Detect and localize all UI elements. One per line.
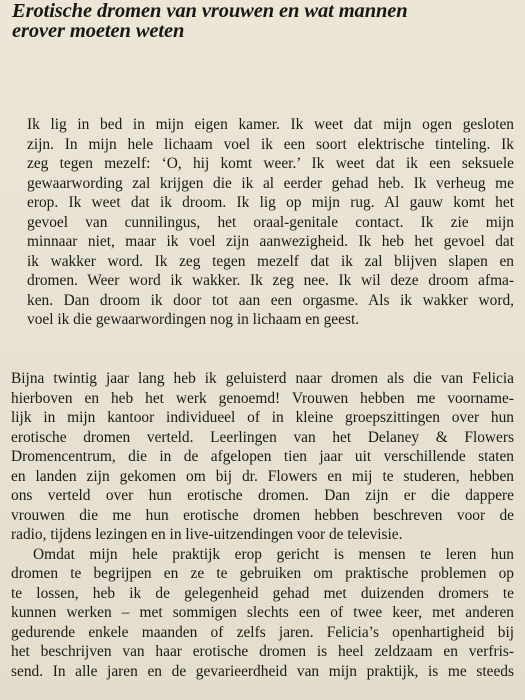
quote-line: ik wakker word. Ik zeg tegen mezelf dat ik zal blijven slapen en xyxy=(27,252,514,270)
quote-line: erop. Ik weet dat ik droom. Ik lig op mijn rug. Al gauw komt het xyxy=(27,194,514,211)
quote-line: dromen. Weer word ik wakker. Ik zeg nee. Ik wil deze droom afma- xyxy=(27,272,514,289)
body-line: Omdat mijn hele praktijk erop gericht is mensen te leren hun xyxy=(33,545,514,563)
chapter-title-line-2: erover moeten weten xyxy=(12,19,185,42)
body-line: kunnen werken – met sommigen slechts een of twee keer, met anderen xyxy=(11,604,514,621)
body-line: ons verteld over hun erotische dromen. Dan zijn er die dappere xyxy=(11,487,514,504)
chapter-title xyxy=(12,0,522,42)
body-line: erotische dromen verteld. Leerlingen van het Delaney & Flowers xyxy=(11,428,514,446)
body-line: te lossen, heb ik de gelegenheid gehad met duizenden dromers te xyxy=(11,584,514,602)
quote-line: gevoel van cunnilingus, het oraal-genitale contact. Ik zie mijn xyxy=(27,213,514,231)
quote-line: zijn. In mijn hele lichaam voel ik een soort elektrische tinteling. Ik xyxy=(27,135,514,153)
body-line: dromen te begrijpen en ze te gebruiken om praktische problemen op xyxy=(11,565,514,582)
body-line: het beschrijven van haar erotische dromen is heel zeldzaam en verfris- xyxy=(11,643,514,660)
body-line: en landen zijn gekomen om bij dr. Flowers en mij te studeren, hebben xyxy=(11,467,514,485)
dream-quote-block xyxy=(27,115,514,330)
body-line: vrouwen die me hun erotische dromen hebben beschreven voor de xyxy=(11,506,514,524)
quote-line: zeg tegen mezelf: ‘O, hij komt weer.’ Ik weet dat ik een seksuele xyxy=(27,155,514,172)
body-line: gedurende enkele maanden of zelfs jaren. Felicia’s openhartigheid bij xyxy=(11,623,514,641)
paragraph-2 xyxy=(11,545,514,682)
body-text xyxy=(11,369,514,681)
body-line: radio, tijdens lezingen en in live-uitzendingen voor de televisie. xyxy=(11,526,403,543)
quote-line: Ik lig in bed in mijn eigen kamer. Ik weet dat mijn ogen gesloten xyxy=(27,116,514,133)
body-line: hierboven en heb het werk genoemd! Vrouwen hebben me voorname- xyxy=(11,389,514,407)
body-line: lijk in mijn kantoor individueel of in kleine groepszittingen over hun xyxy=(11,409,514,426)
body-line: Dromencentrum, die in de afgelopen tien jaar uit verschillende staten xyxy=(11,448,514,465)
body-line: Bijna twintig jaar lang heb ik geluisterd naar dromen als die van Felicia xyxy=(11,370,514,387)
body-line: send. In alle jaren en de gevarieerdheid van mijn praktijk, is me steeds xyxy=(11,662,514,680)
quote-line: gewaarwording zal krijgen die ik al eerder gehad heb. Ik verheug me xyxy=(27,174,514,192)
quote-line: voel ik die gewaarwordingen nog in lichaam en geest. xyxy=(27,311,360,328)
quote-line: ken. Dan droom ik door tot aan een orgasme. Als ik wakker word, xyxy=(27,291,514,309)
chapter-title-line-1: Erotische dromen van vrouwen en wat mannen xyxy=(12,0,408,22)
paragraph-1 xyxy=(11,369,514,545)
quote-line: minnaar niet, maar ik voel zijn aanwezigheid. Ik heb het gevoel dat xyxy=(27,233,514,250)
